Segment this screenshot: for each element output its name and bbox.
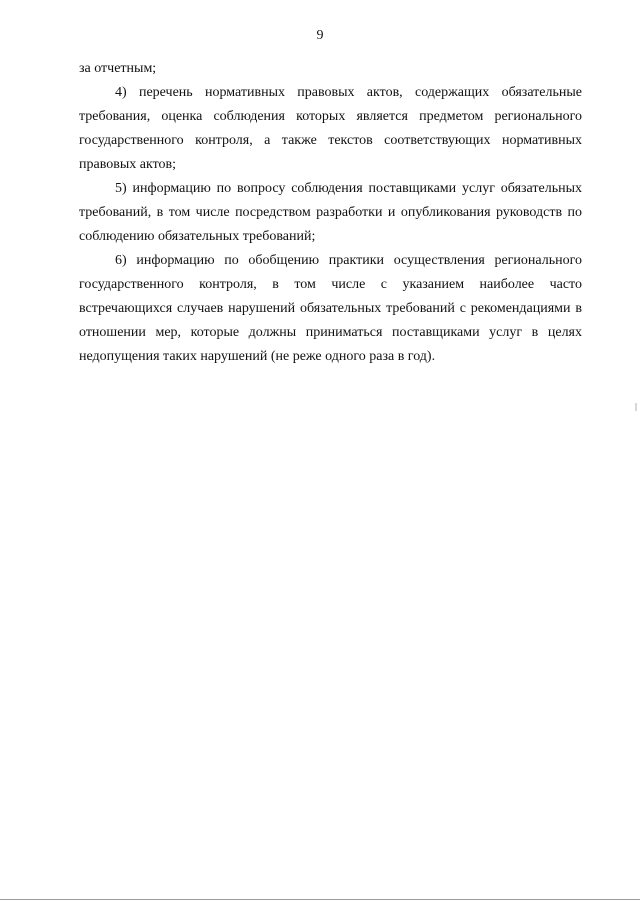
document-body	[79, 57, 582, 369]
paragraph-item-6: 6) информацию по обобщению практики осуществления регионального государственного контроля, в том числе с указанием наиболее часто встречающихся случаев нарушений обязательных требований с рекомендациями в отношении мер, которые должны приниматься поставщиками услуг в целях недопущения таких нарушений (не реже одного раза в год).	[79, 253, 582, 364]
paragraph-continuation: за отчетным;	[79, 61, 157, 76]
page-number: 9	[316, 28, 324, 43]
scan-artifact-mark	[635, 403, 637, 411]
paragraph-item-5: 5) информацию по вопросу соблюдения поставщиками услуг обязательных требований, в том числе посредством разработки и опубликования руководств по соблюдению обязательных требований;	[79, 181, 582, 244]
scan-bottom-edge	[0, 899, 640, 900]
paragraph-item-4: 4) перечень нормативных правовых актов, содержащих обязательные требования, оценка соблюдения которых является предметом регионального государственного контроля, а также текстов соответствующих нормативных правовых актов;	[79, 85, 582, 172]
